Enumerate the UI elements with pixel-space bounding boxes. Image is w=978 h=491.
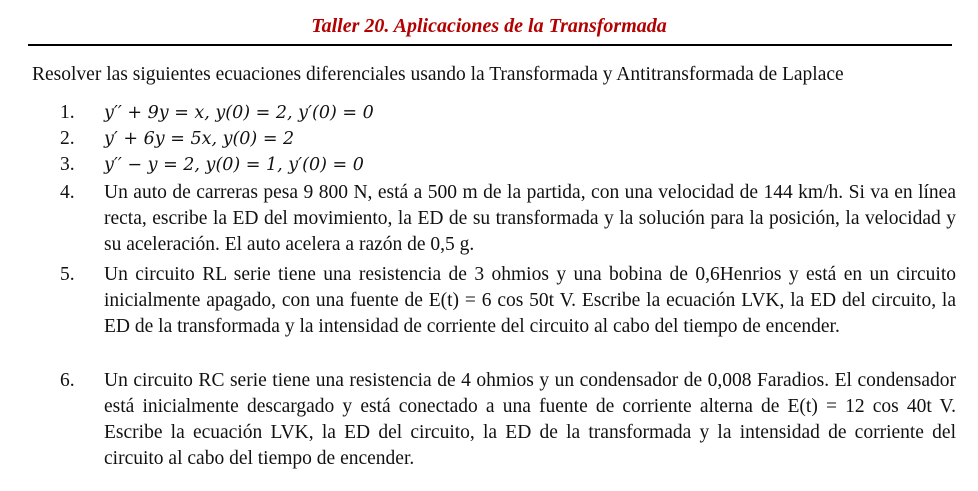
document-title: Taller 20. Aplicaciones de la Transformada — [311, 15, 667, 37]
exercise-equation: y′ + 6y = 5x, y(0) = 2 — [104, 129, 295, 149]
exercise-text: Un auto de carreras pesa 9 800 N, está a 500 m de la partida, con una velocidad de 144 km/h. Si va en línea recta, escribe la ED del movimiento, la ED de su transformada y la solución para la posición, la velocidad y su aceleración. El auto acelera a razón de 0,5 g. — [104, 182, 956, 255]
exercise-number: 5. — [60, 264, 75, 285]
exercise-text: Un circuito RL serie tiene una resistencia de 3 ohmios y una bobina de 0,6Henrios y está en un circuito inicialmente apagado, con una fuente de E(t) = 6 cos 50t V. Escribe la ecuación LVK, la ED del circuito, la ED de la transformada y la intensidad de corriente del circuito al cabo del tiempo de encender. — [104, 264, 956, 337]
exercise-equation: y′′ + 9y = x, y(0) = 2, y′(0) = 0 — [104, 103, 374, 123]
exercise-text: Un circuito RC serie tiene una resistencia de 4 ohmios y un condensador de 0,008 Faradios. El condensador está inicialmente descargado y está conectado a una fuente de corriente alterna de E(t) = 12 cos 40t V. Escribe la ecuación LVK, la ED del circuito, la ED de la transformada y la intensidad de corriente del circuito al cabo del tiempo de encender. — [104, 370, 956, 469]
instructions-text: Resolver las siguientes ecuaciones diferenciales usando la Transformada y Antitransformada de Laplace — [32, 64, 844, 85]
exercise-number: 2. — [60, 128, 75, 149]
exercise-number: 3. — [60, 154, 75, 175]
exercise-number: 6. — [60, 370, 75, 391]
exercise-number: 4. — [60, 182, 75, 203]
exercise-equation: y′′ − y = 2, y(0) = 1, y′(0) = 0 — [104, 155, 364, 175]
exercise-number: 1. — [60, 102, 75, 123]
